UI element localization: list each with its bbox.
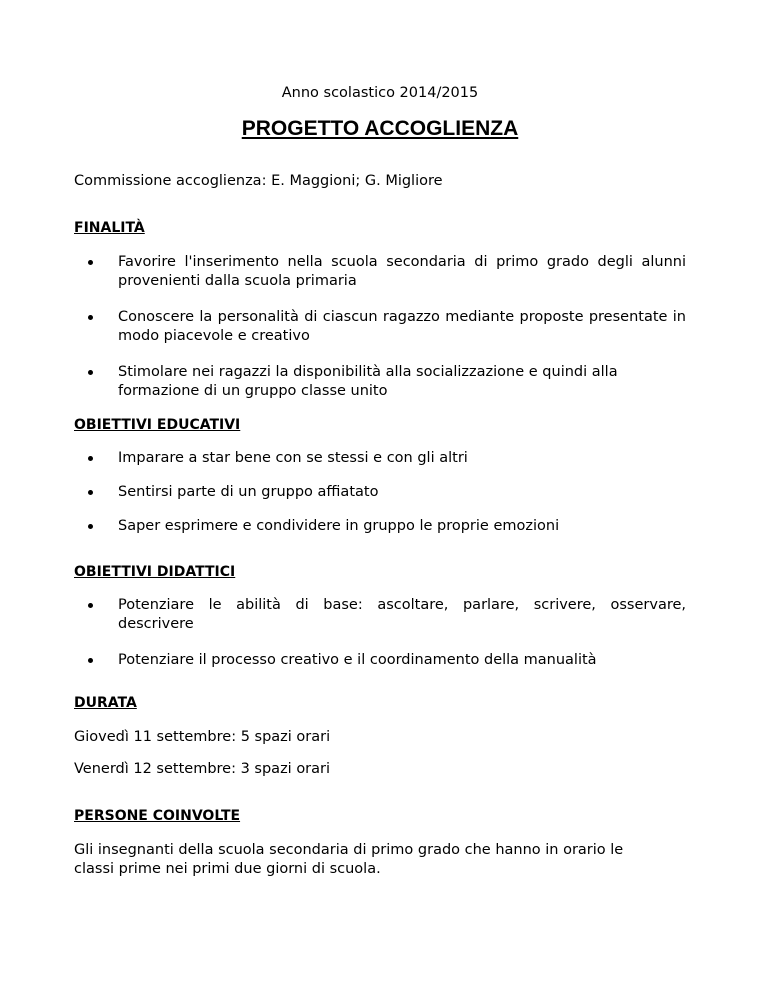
durata-line-2: Venerdì 12 settembre: 3 spazi orari [74, 761, 331, 777]
list-item [74, 253, 686, 291]
bullet-icon [88, 260, 93, 265]
section-heading-durata: DURATA [74, 695, 137, 711]
list-item-text: Saper esprimere e condividere in gruppo le proprie emozioni [118, 518, 560, 534]
list-item-text: Sentirsi parte di un gruppo affiatato [118, 484, 379, 500]
list-item [74, 449, 686, 468]
document-title: PROGETTO ACCOGLIENZA [241, 117, 519, 140]
list-item-text: Stimolare nei ragazzi la disponibilità alla socializzazione e quindi alla formazione di un gruppo classe unito [118, 364, 618, 399]
section-heading-obiettivi-didattici: OBIETTIVI DIDATTICI [74, 564, 236, 580]
persone-text: Gli insegnanti della scuola secondaria di primo grado che hanno in orario le classi prime nei primi due giorni di scuola. [74, 842, 624, 877]
durata-line-1: Giovedì 11 settembre: 5 spazi orari [74, 729, 331, 745]
bullet-icon [88, 658, 93, 663]
list-item-text: Imparare a star bene con se stessi e con gli altri [118, 450, 468, 466]
commission-line: Commissione accoglienza: E. Maggioni; G. Migliore [74, 173, 443, 189]
list-item [74, 596, 686, 634]
list-item-text: Favorire l'inserimento nella scuola secondaria di primo grado degli alunni provenienti dalla scuola primaria [118, 254, 686, 289]
bullet-icon [88, 524, 93, 529]
finalita-list [74, 253, 686, 401]
bullet-icon [88, 456, 93, 461]
bullet-icon [88, 370, 93, 375]
section-heading-finalita: FINALITÀ [74, 220, 145, 236]
bullet-icon [88, 315, 93, 320]
bullet-icon [88, 603, 93, 608]
list-item-text: Potenziare le abilità di base: ascoltare, parlare, scrivere, osservare, descrivere [118, 597, 686, 632]
list-item-text: Conoscere la personalità di ciascun ragazzo mediante proposte presentate in modo piacevole e creativo [118, 309, 686, 344]
bullet-icon [88, 490, 93, 495]
list-item [74, 308, 686, 346]
list-item [74, 517, 686, 536]
school-year: Anno scolastico 2014/2015 [281, 85, 479, 101]
list-item [74, 651, 686, 670]
obiettivi-educativi-list [74, 449, 686, 536]
section-heading-persone-coinvolte: PERSONE COINVOLTE [74, 808, 241, 824]
list-item-text: Potenziare il processo creativo e il coordinamento della manualità [118, 652, 597, 668]
list-item [74, 483, 686, 502]
section-heading-obiettivi-educativi: OBIETTIVI EDUCATIVI [74, 417, 241, 433]
list-item [74, 363, 686, 401]
obiettivi-didattici-list [74, 596, 686, 670]
